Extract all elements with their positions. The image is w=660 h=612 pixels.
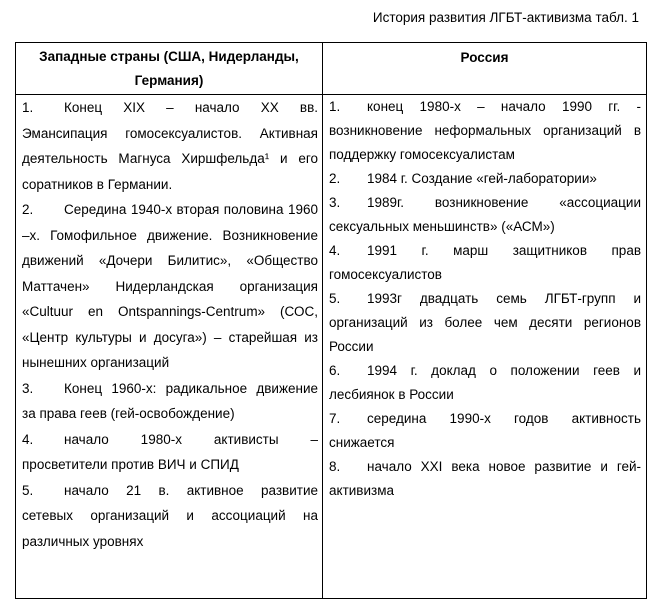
russia-column	[323, 95, 647, 599]
list-item	[329, 95, 641, 167]
header-west: Западные страны (США, Нидерланды, Германия)	[16, 43, 323, 95]
item-text: Конец 1960-х: радикальное движение за права геев (гей-освобождение)	[22, 380, 318, 421]
item-text: начало XXI века новое развитие и гей-активизма	[329, 459, 641, 498]
list-item	[329, 287, 641, 359]
list-item	[329, 359, 641, 407]
table-caption: История развития ЛГБТ-активизма табл. 1	[372, 10, 639, 25]
list-item	[329, 455, 641, 503]
header-russia: Россия	[323, 43, 647, 95]
item-text: Середина 1940-х вторая половина 1960 –х. Гомофильное движение. Возникновение движений «Дочери Билитис», «Общество Маттачен» Нидерландская организация «Cultuur en Ontspannings-Centrum» (СОС, «Центр культуры и досуга») – старейшая из нынешних организаций	[22, 202, 318, 370]
list-item	[22, 427, 318, 478]
list-item	[329, 167, 641, 191]
item-text: Конец XIX – начало XX вв. Эмансипация гомосексуалистов. Активная деятельность Магнуса Хиршфельда¹ и его соратников в Германии.	[22, 100, 318, 192]
item-number: 6.	[329, 363, 341, 378]
item-text: 1989г. возникновение «ассоциации сексуальных меньшинств» («АСМ»)	[329, 195, 641, 234]
item-text: начало 21 в. активное развитие сетевых организаций и ассоциаций на различных уровнях	[22, 482, 318, 549]
item-number: 7.	[329, 411, 341, 426]
item-number: 4.	[329, 243, 341, 258]
item-text: 1993г двадцать семь ЛГБТ-групп и организаций из более чем десяти регионов России	[329, 291, 641, 354]
item-text: конец 1980-х – начало 1990 гг. - возникновение неформальных организаций в поддержку гомосексуалистам	[329, 99, 641, 162]
list-item	[329, 191, 641, 239]
list-item	[329, 239, 641, 287]
list-item	[329, 407, 641, 455]
item-number: 3.	[22, 380, 34, 396]
item-number: 2.	[329, 171, 341, 186]
table-body-row	[16, 95, 647, 599]
west-column	[16, 95, 323, 599]
item-text: середина 1990-х годов активность снижается	[329, 411, 641, 450]
item-text: 1991 г. марш защитников прав гомосексуалистов	[329, 243, 641, 282]
item-number: 8.	[329, 459, 341, 474]
list-item	[22, 197, 318, 376]
history-table	[15, 42, 647, 599]
item-number: 5.	[329, 291, 341, 306]
list-item	[22, 376, 318, 427]
item-number: 1.	[22, 100, 34, 115]
table-header-row	[16, 43, 647, 95]
item-number: 4.	[22, 431, 34, 447]
item-text: начало 1980-х активисты – просветители против ВИЧ и СПИД	[22, 431, 318, 472]
item-number: 3.	[329, 195, 341, 210]
item-number: 2.	[22, 202, 34, 217]
list-item	[22, 478, 318, 555]
item-number: 5.	[22, 482, 34, 498]
item-number: 1.	[329, 99, 341, 114]
item-text: 1994 г. доклад о положении геев и лесбиянок в России	[329, 363, 641, 402]
item-text: 1984 г. Создание «гей-лаборатории»	[367, 171, 597, 186]
list-item	[22, 95, 318, 197]
